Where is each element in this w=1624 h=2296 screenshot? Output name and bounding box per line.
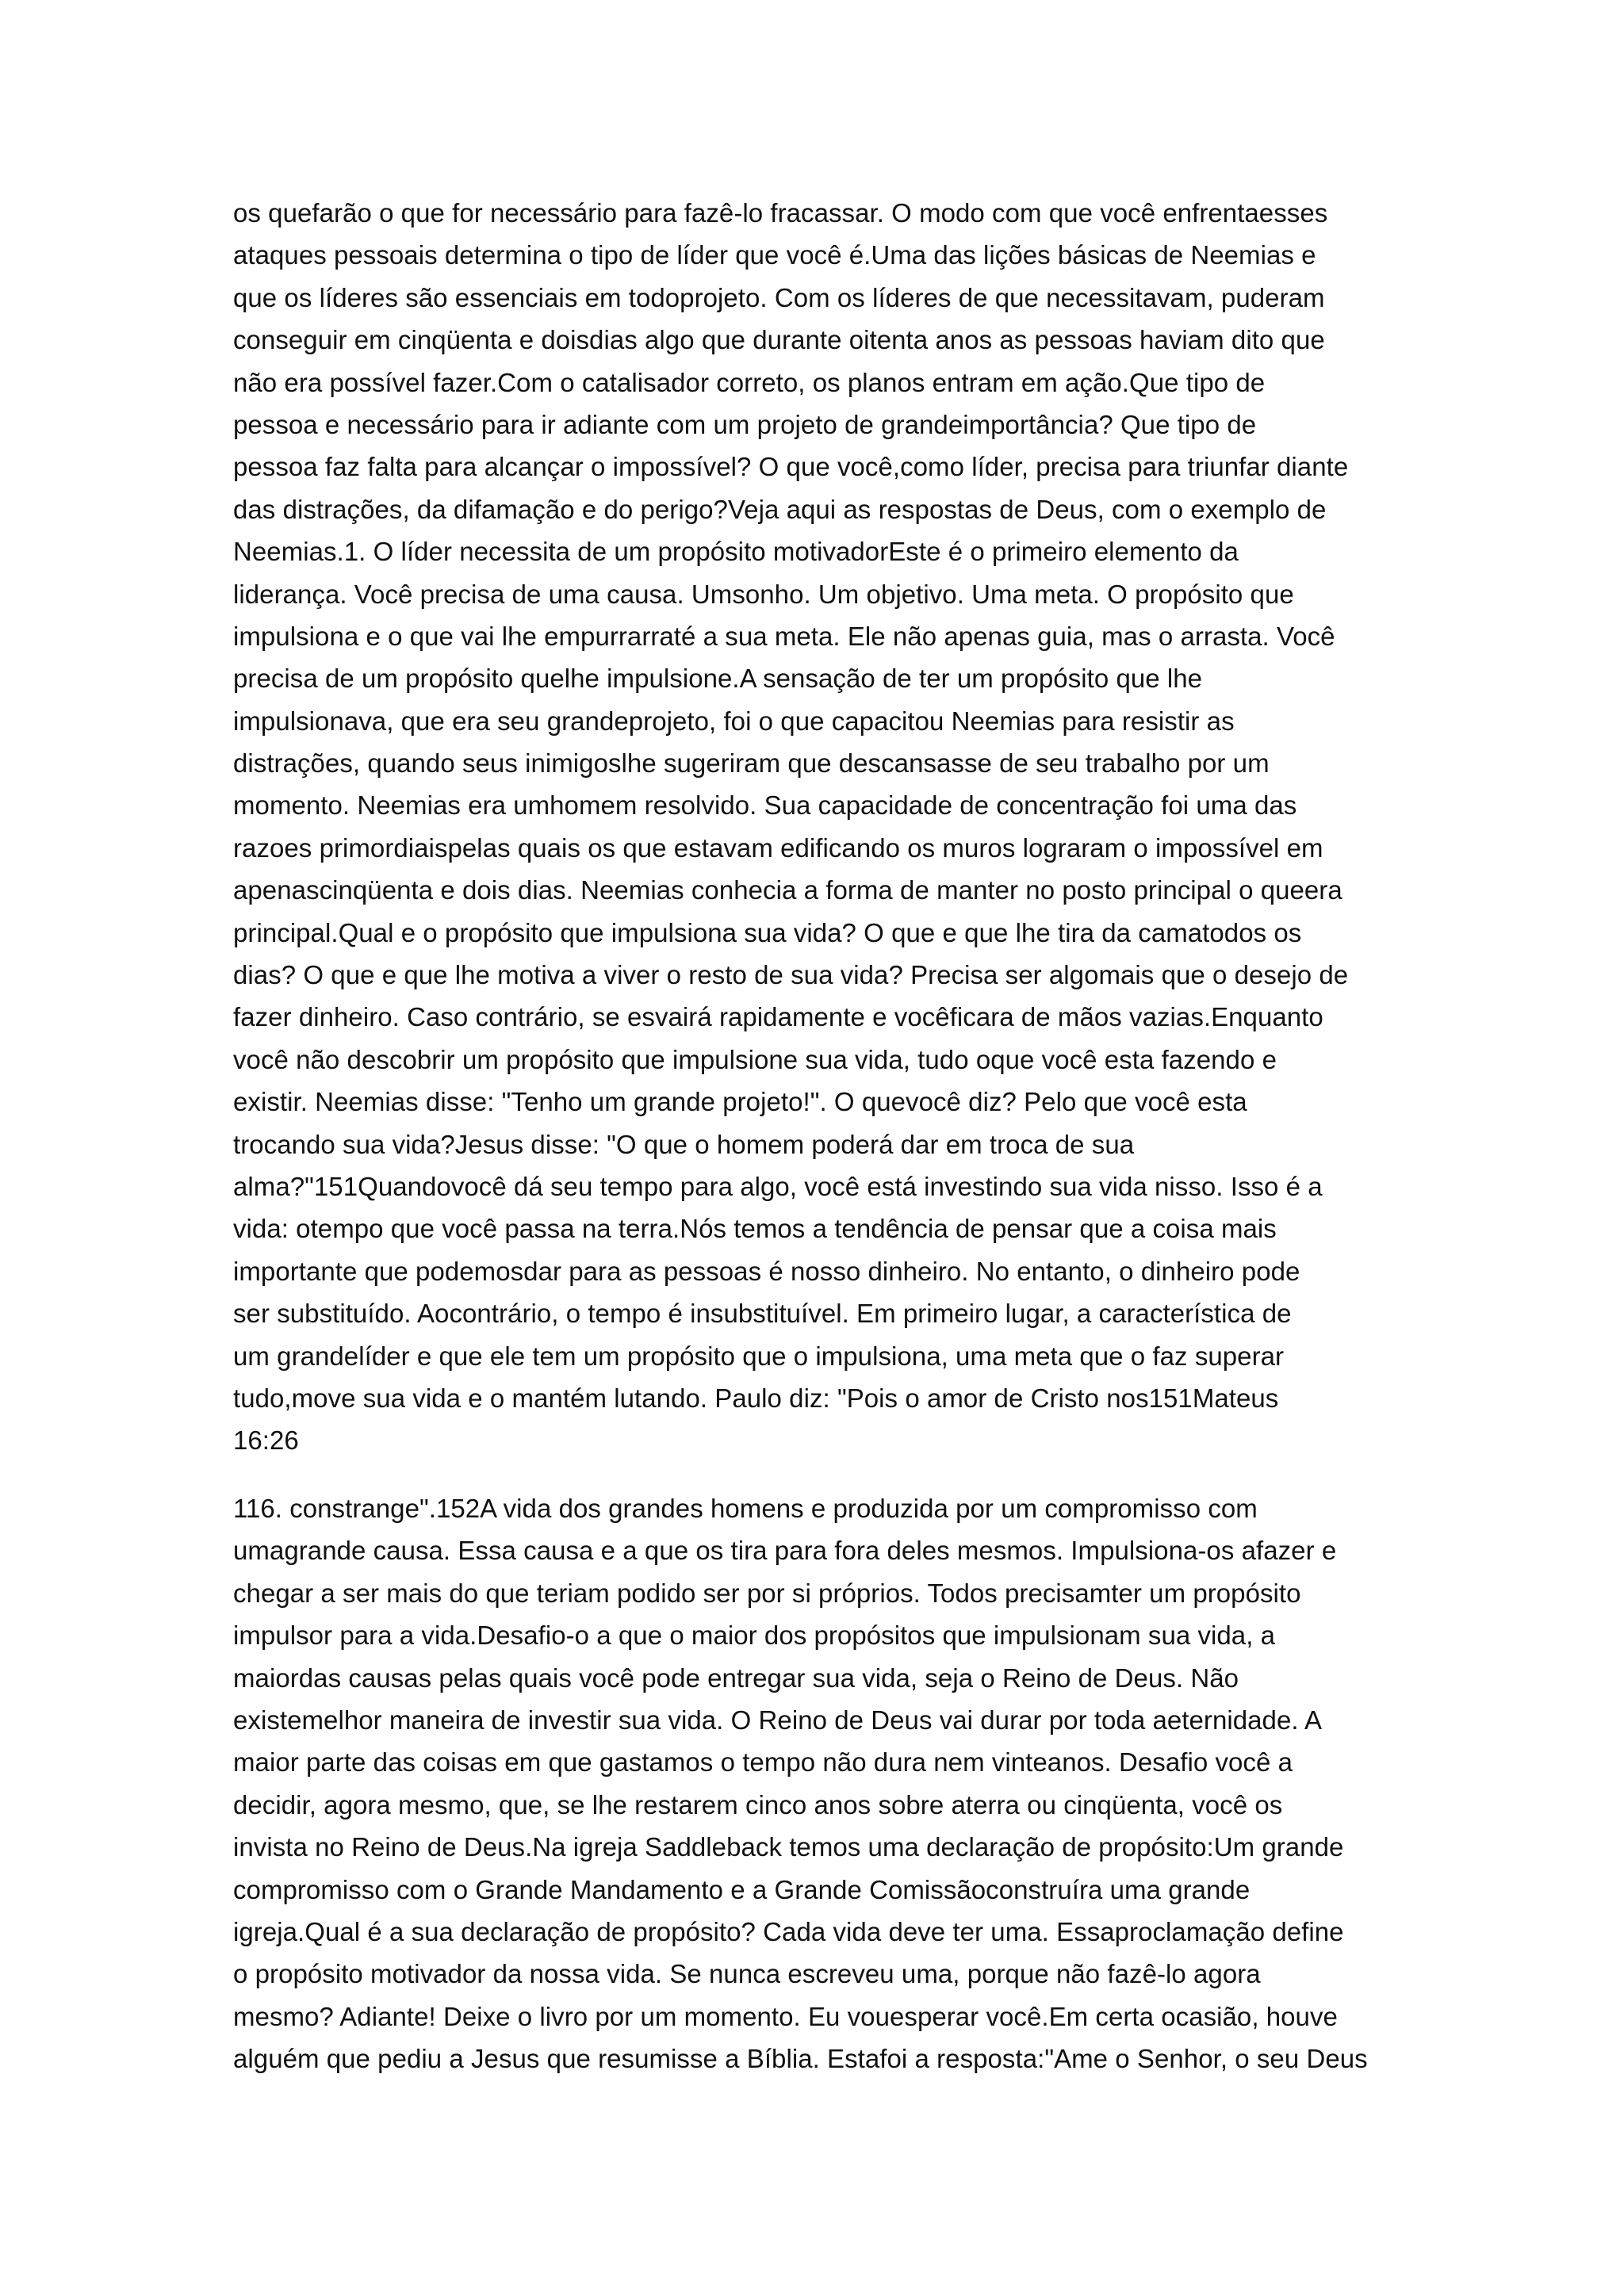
text-line: existemelhor maneira de investir sua vida. O Reino de Deus vai durar por toda aeternidade. A: [233, 1705, 1323, 1735]
text-line: distrações, quando seus inimigoslhe sugeriram que descansasse de seu trabalho por um: [233, 748, 1270, 779]
text-line: momento. Neemias era umhomem resolvido. Sua capacidade de concentração foi uma das: [233, 790, 1297, 821]
text-line: pessoa e necessário para ir adiante com um projeto de grandeimportância? Que tipo de: [233, 409, 1257, 439]
text-line: que os líderes são essenciais em todoprojeto. Com os líderes de que necessitavam, puderam: [233, 282, 1325, 312]
text-line: você não descobrir um propósito que impulsione sua vida, tudo oque você esta fazendo e: [233, 1044, 1277, 1074]
text-line: um grandelíder e que ele tem um propósito que o impulsiona, uma meta que o faz superar: [233, 1341, 1285, 1371]
text-line: 116. constrange".152A vida dos grandes homens e produzida por um compromisso com: [233, 1494, 1258, 1523]
text-line: precisa de um propósito quelhe impulsione.A sensação de ter um propósito que lhe: [233, 664, 1203, 694]
text-line: vida: otempo que você passa na terra.Nós temos a tendência de pensar que a coisa mais: [233, 1214, 1277, 1244]
text-line: razoes primordiaispelas quais os que estavam edificando os muros lograram o impossível em: [233, 832, 1323, 863]
text-line: o propósito motivador da nossa vida. Se nunca escreveu uma, porque não fazê-lo agora: [233, 1959, 1261, 1989]
text-line: importante que podemosdar para as pessoas é nosso dinheiro. No entanto, o dinheiro pode: [233, 1256, 1300, 1286]
text-line: alguém que pediu a Jesus que resumisse a Bíblia. Estafoi a resposta:"Ame o Senhor, o seu Deus: [233, 2044, 1368, 2074]
text-line: ataques pessoais determina o tipo de líder que você é.Uma das lições básicas de Neemias e: [233, 240, 1316, 270]
text-line: impulsor para a vida.Desafio-o a que o maior dos propósitos que impulsionam sua vida, a: [233, 1621, 1276, 1651]
text-line: Neemias.1. O líder necessita de um propósito motivadorEste é o primeiro elemento da: [233, 537, 1239, 567]
text-line: umagrande causa. Essa causa e a que os tira para fora deles mesmos. Impulsiona-os afazer e: [233, 1536, 1337, 1566]
text-line: decidir, agora mesmo, que, se lhe restarem cinco anos sobre aterra ou cinqüenta, você os: [233, 1789, 1283, 1820]
text-line: os quefarão o que for necessário para fazê-lo fracassar. O modo com que você enfrentaesses: [233, 198, 1328, 228]
text-line: pessoa faz falta para alcançar o impossível? O que você,como líder, precisa para triunfar diante: [233, 452, 1349, 482]
text-line: compromisso com o Grande Mandamento e a Grande Comissãoconstruíra uma grande: [233, 1874, 1251, 1904]
text-line: igreja.Qual é a sua declaração de propósito? Cada vida deve ter uma. Essaproclamação define: [233, 1916, 1344, 1946]
text-line: chegar a ser mais do que teriam podido ser por si próprios. Todos precisamter um propósito: [233, 1578, 1301, 1608]
text-line: apenascinqüenta e dois dias. Neemias conhecia a forma de manter no posto principal o queera: [233, 875, 1342, 905]
text-line: trocando sua vida?Jesus disse: "O que o homem poderá dar em troca de sua: [233, 1129, 1135, 1159]
text-line: ser substituído. Aocontrário, o tempo é insubstituível. Em primeiro lugar, a característica de: [233, 1299, 1292, 1329]
text-line: maiordas causas pelas quais você pode entregar sua vida, seja o Reino de Deus. Não: [233, 1663, 1239, 1693]
text-line: 16:26: [233, 1425, 299, 1456]
text-line: fazer dinheiro. Caso contrário, se esvairá rapidamente e vocêficara de mãos vazias.Enquanto: [233, 1002, 1323, 1032]
text-line: maior parte das coisas em que gastamos o tempo não dura nem vinteanos. Desafio você a: [233, 1747, 1293, 1777]
text-line: tudo,move sua vida e o mantém lutando. Paulo diz: "Pois o amor de Cristo nos151Mateus: [233, 1383, 1279, 1413]
text-line: principal.Qual e o propósito que impulsiona sua vida? O que e que lhe tira da camatodos os: [233, 917, 1302, 947]
text-line: mesmo? Adiante! Deixe o livro por um momento. Eu vouesperar você.Em certa ocasião, houve: [233, 2001, 1338, 2031]
paragraph-2: [233, 1487, 1407, 2080]
text-line: das distrações, da difamação e do perigo?Veja aqui as respostas de Deus, com o exemplo de: [233, 494, 1327, 524]
text-line: dias? O que e que lhe motiva a viver o resto de sua vida? Precisa ser algomais que o desejo de: [233, 960, 1349, 990]
text-line: impulsiona e o que vai lhe empurrarraté a sua meta. Ele não apenas guia, mas o arrasta. Você: [233, 621, 1335, 651]
text-line: alma?"151Quandovocê dá seu tempo para algo, você está investindo sua vida nisso. Isso é a: [233, 1171, 1323, 1201]
text-line: impulsionava, que era seu grandeprojeto, foi o que capacitou Neemias para resistir as: [233, 706, 1235, 736]
text-line: invista no Reino de Deus.Na igreja Saddleback temos uma declaração de propósito:Um grande: [233, 1832, 1344, 1862]
text-line: não era possível fazer.Com o catalisador correto, os planos entram em ação.Que tipo de: [233, 367, 1266, 397]
paragraph-1: [233, 192, 1407, 1462]
text-line: existir. Neemias disse: "Tenho um grande projeto!". O quevocê diz? Pelo que você esta: [233, 1087, 1247, 1117]
text-line: liderança. Você precisa de uma causa. Umsonho. Um objetivo. Uma meta. O propósito que: [233, 579, 1294, 609]
text-line: conseguir em cinqüenta e doisdias algo que durante oitenta anos as pessoas haviam dito que: [233, 325, 1325, 355]
